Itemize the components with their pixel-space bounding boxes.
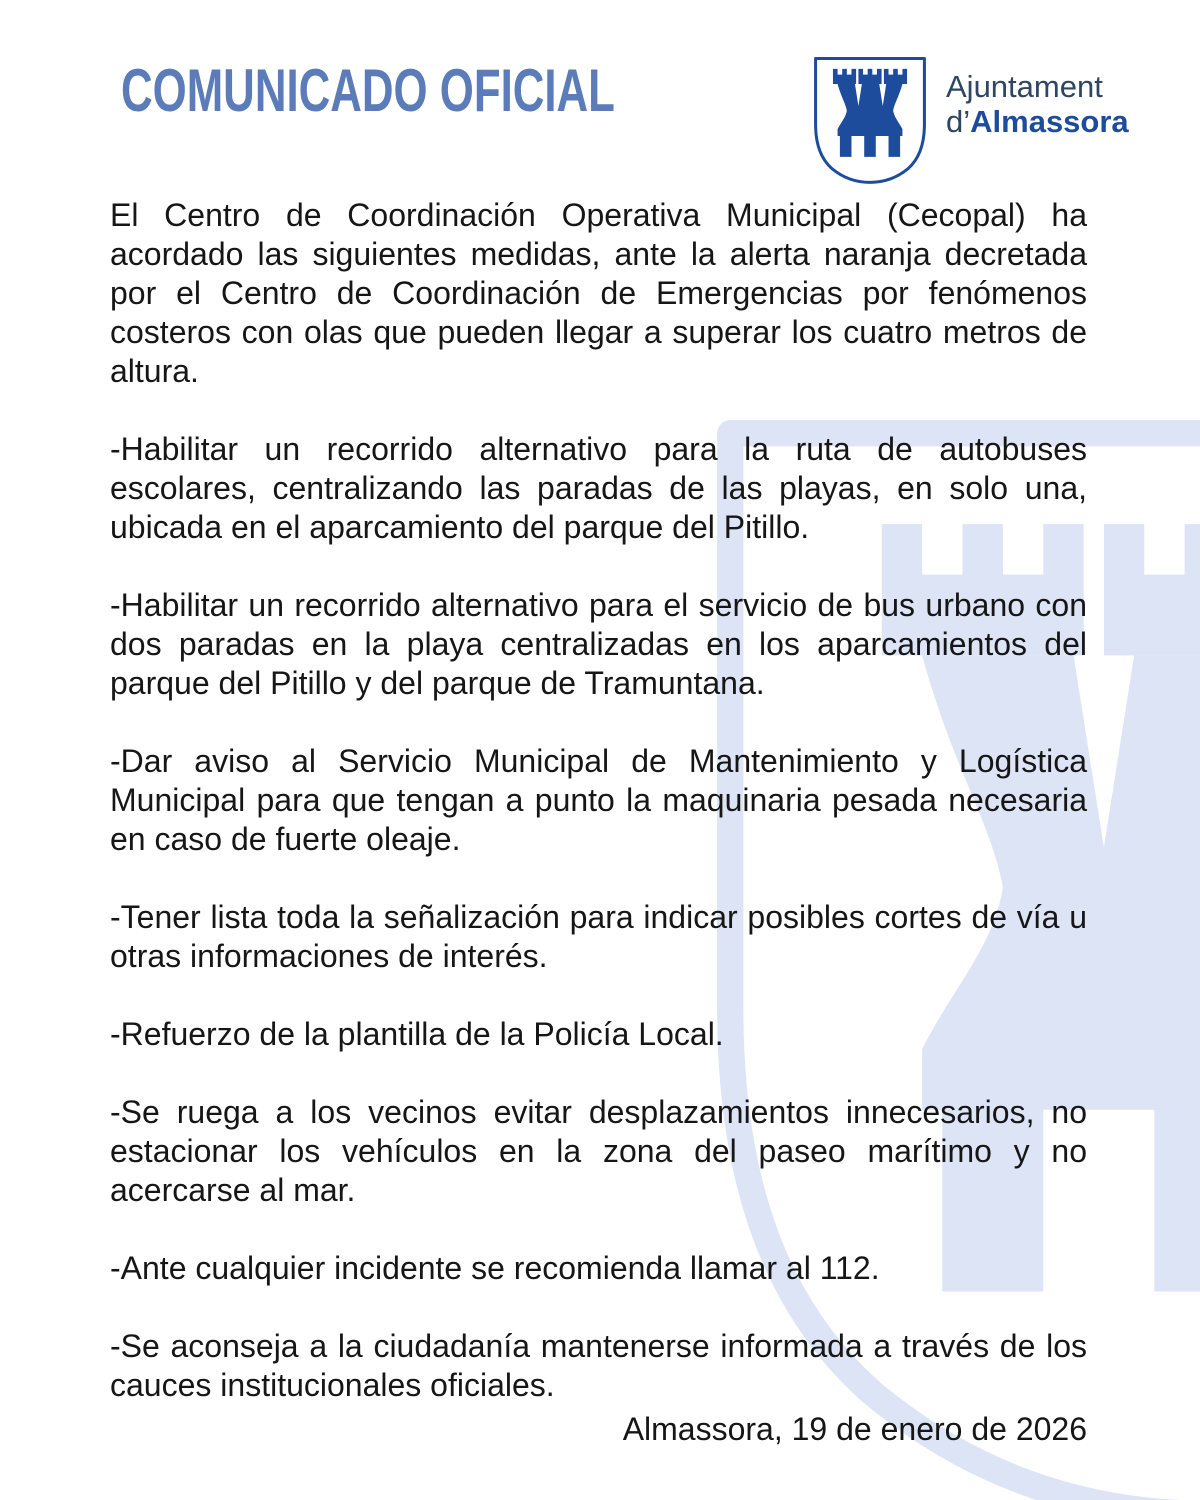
paragraph: El Centro de Coordinación Operativa Municipal (Cecopal) ha acordado las siguientes medidas, ante la alerta naranja decretada por el Centro de Coordinación de Emergencias por fenómenos costeros con olas que pueden llegar a superar los cuatro metros de altura. xyxy=(110,197,1087,389)
paragraph-list xyxy=(110,196,1087,1405)
logo-text-line2 xyxy=(946,104,1129,139)
paragraph: -Se aconseja a la ciudadanía mantenerse informada a través de los cauces institucionales oficiales. xyxy=(110,1328,1087,1403)
logo-text-brand: Almassora xyxy=(970,104,1129,139)
paragraph: -Refuerzo de la plantilla de la Policía Local. xyxy=(110,1016,724,1052)
page-title xyxy=(121,58,798,124)
ajuntament-almassora-logo xyxy=(812,55,1129,187)
logo-text xyxy=(946,69,1129,187)
paragraph: -Tener lista toda la señalización para indicar posibles cortes de vía u otras informaciones de interés. xyxy=(110,899,1087,974)
paragraph: -Se ruega a los vecinos evitar desplazamientos innecesarios, no estacionar los vehículos en la zona del paseo marítimo y no acercarse al mar. xyxy=(110,1094,1087,1208)
paragraph: -Dar aviso al Servicio Municipal de Mantenimiento y Logística Municipal para que tengan a punto la maquinaria pesada necesaria en caso de fuerte oleaje. xyxy=(110,743,1087,857)
paragraph: -Ante cualquier incidente se recomienda llamar al 112. xyxy=(110,1250,880,1286)
announcement-body xyxy=(110,196,1087,1449)
paragraph: -Habilitar un recorrido alternativo para la ruta de autobuses escolares, centralizando las paradas de las playas, en solo una, ubicada en el aparcamiento del parque del Pitillo. xyxy=(110,431,1087,545)
paragraph: -Habilitar un recorrido alternativo para el servicio de bus urbano con dos paradas en la playa centralizadas en los aparcamientos del parque del Pitillo y del parque de Tramuntana. xyxy=(110,587,1087,701)
dateline: Almassora, 19 de enero de 2026 xyxy=(622,1411,1087,1447)
logo-text-line1: Ajuntament xyxy=(946,69,1103,104)
castle-shield-icon xyxy=(812,55,928,187)
page-title-text: COMUNICADO OFICIAL xyxy=(121,57,615,124)
logo-text-prefix: d’ xyxy=(946,104,971,139)
